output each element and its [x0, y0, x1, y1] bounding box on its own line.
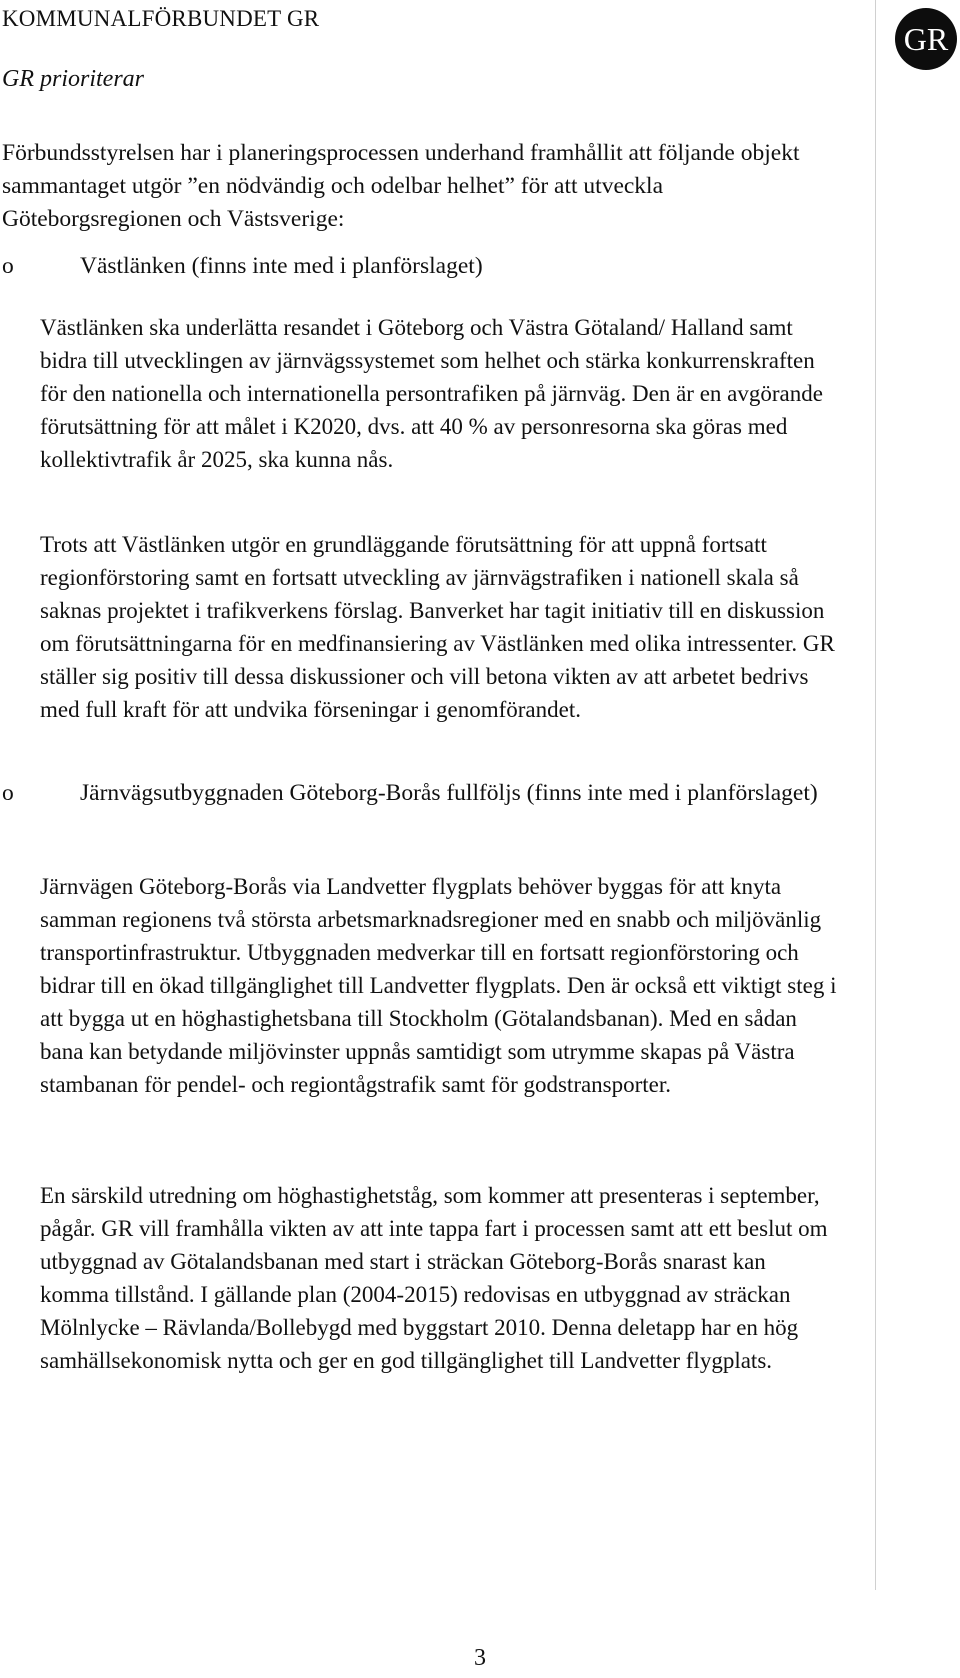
body-paragraph: Västlänken ska underlätta resandet i Göteborg och Västra Götaland/ Halland samt bidra till utvecklingen av järnvägssystemet som helhet och stärka konkurrenskraften för den nationella och internationella persontrafiken på järnväg. Den är en avgörande förutsättning för att målet i K2020, dvs. att 40 % av personresorna ska göras med kollektivtrafik år 2025, ska kunna nås.	[40, 315, 823, 472]
body-paragraph: Trots att Västlänken utgör en grundläggande förutsättning för att uppnå fortsatt regionförstoring samt en fortsatt utveckling av järnvägstrafiken i nationell skala så saknas projektet i trafikverkens förslag. Banverket har tagit initiativ till en diskussion om förutsättningarna för en medfinansiering av Västlänken med olika intressenter. GR ställer sig positiv till dessa diskussioner och vill betona vikten av att arbetet bedrivs med full kraft för att undvika förseningar i genomförandet.	[40, 532, 835, 722]
margin-rule	[875, 0, 876, 1590]
bullet-marker: o	[2, 780, 14, 806]
bullet-title: Järnvägsutbyggnaden Göteborg-Borås fullföljs (finns inte med i planförslaget)	[80, 780, 818, 806]
bullet-title: Västlänken (finns inte med i planförslaget)	[80, 253, 483, 279]
page-number: 3	[474, 1645, 486, 1671]
logo-text: GR	[903, 21, 949, 57]
bullet-item-vastlanken	[2, 250, 842, 283]
section-title: GR prioriterar	[2, 66, 145, 92]
intro-paragraph: Förbundsstyrelsen har i planeringsprocessen underhand framhållit att följande objekt sammantaget utgör ”en nödvändig och odelbar helhet” för att utveckla Göteborgsregionen och Västsverige:	[2, 140, 800, 232]
gr-logo	[893, 6, 959, 72]
body-paragraph: En särskild utredning om höghastighetståg, som kommer att presenteras i september, pågår. GR vill framhålla vikten av att inte tappa fart i processen samt att ett beslut om utbyggnad av Götalandsbanan med start i sträckan Göteborg-Borås snarast kan komma tillstånd. I gällande plan (2004-2015) redovisas en utbyggnad av sträckan Mölnlycke – Rävlanda/Bollebygd med byggstart 2010. Denna deletapp har en hög samhällsekonomisk nytta och ger en god tillgänglighet till Landvetter flygplats.	[40, 1183, 828, 1373]
body-paragraph: Järnvägen Göteborg-Borås via Landvetter flygplats behöver byggas för att knyta samman regionens två största arbetsmarknadsregioner med en snabb och miljövänlig transportinfrastruktur. Utbyggnaden medverkar till en fortsatt regionförstoring och bidrar till en ökad tillgänglighet till Landvetter flygplats. Den är också ett viktigt steg i att bygga ut en höghastighetsbana till Stockholm (Götalandsbanan). Med en sådan bana kan betydande miljövinster uppnås samtidigt som utrymme skapas på Västra stambanan för pendel- och regiontågstrafik samt för godstransporter.	[40, 874, 837, 1097]
bullet-marker: o	[2, 253, 14, 279]
organization-header: KOMMUNALFÖRBUNDET GR	[2, 6, 320, 31]
bullet-item-goteborg-boras	[2, 777, 842, 810]
